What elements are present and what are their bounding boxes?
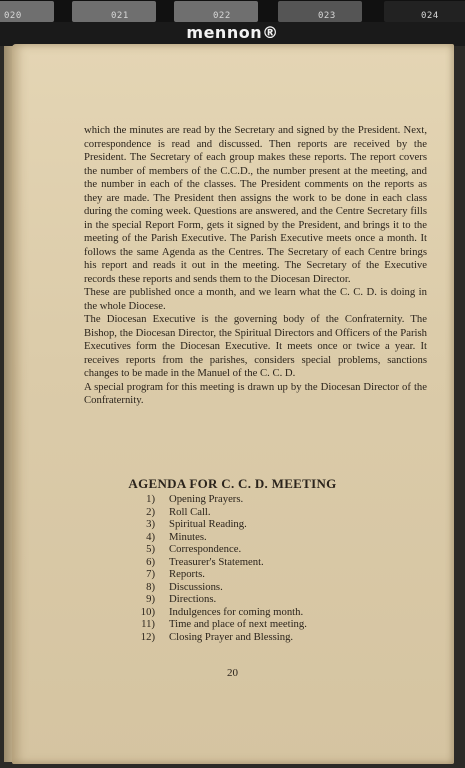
agenda-item-number: 2) bbox=[146, 505, 155, 518]
agenda-item-label: Closing Prayer and Blessing. bbox=[169, 630, 294, 643]
frame-number: 022 bbox=[213, 11, 231, 21]
agenda-item-number: 9) bbox=[146, 593, 155, 605]
agenda-item bbox=[110, 618, 410, 631]
agenda-item-label: Directions. bbox=[169, 593, 217, 605]
agenda-item bbox=[110, 568, 410, 581]
agenda-item-number: 4) bbox=[146, 530, 155, 543]
agenda-item-number: 7) bbox=[146, 568, 155, 580]
agenda-item-label: Opening Prayers. bbox=[169, 493, 244, 505]
agenda-item-label: Roll Call. bbox=[169, 505, 211, 518]
paragraph: The Diocesan Executive is the governing body of the Confraternity. The Bishop, the Diocesan Director, the Spiritual Directors and Officers of the Parish Executives form the Diocesan Executive. It meets once or twice a year. It receives reports from the parishes, considers special problems, sanctions changes to be made in the Manuel of the C. C. D. bbox=[84, 313, 427, 379]
agenda-item bbox=[110, 631, 410, 644]
agenda-title: AGENDA FOR C. C. D. MEETING bbox=[128, 476, 337, 491]
agenda-item-number: 3) bbox=[146, 518, 155, 530]
frame-number: 024 bbox=[421, 11, 439, 21]
agenda-item bbox=[110, 531, 410, 544]
paragraph: These are published once a month, and we learn what the C. C. D. is doing in the whole Diocese. bbox=[84, 286, 427, 312]
agenda-item-number: 6) bbox=[146, 555, 155, 568]
agenda-item bbox=[110, 593, 410, 606]
agenda-item-label: Reports. bbox=[169, 568, 205, 580]
agenda-item-number: 8) bbox=[146, 580, 155, 593]
agenda-item-number: 10) bbox=[140, 605, 155, 618]
agenda-item-label: Time and place of next meeting. bbox=[169, 618, 307, 630]
agenda-item bbox=[110, 606, 410, 619]
agenda-item-label: Treasurer's Statement. bbox=[169, 555, 264, 568]
frame-number: 021 bbox=[111, 11, 129, 21]
page-number: 20 bbox=[227, 667, 238, 679]
brand-logo: mennon® bbox=[186, 23, 279, 42]
agenda-item-number: 5) bbox=[146, 543, 155, 555]
agenda-item-label: Spiritual Reading. bbox=[169, 518, 247, 530]
body-text bbox=[84, 124, 427, 408]
paragraph: A special program for this meeting is drawn up by the Diocesan Director of the Confraternity. bbox=[84, 380, 427, 406]
agenda-item-number: 12) bbox=[140, 630, 155, 643]
agenda-item bbox=[110, 518, 410, 531]
agenda-item-label: Indulgences for coming month. bbox=[169, 605, 304, 618]
agenda-item bbox=[110, 581, 410, 594]
agenda-item bbox=[110, 506, 410, 519]
agenda-item-label: Minutes. bbox=[169, 530, 207, 543]
agenda-list bbox=[110, 493, 410, 643]
agenda-item-label: Discussions. bbox=[169, 580, 223, 593]
agenda-item bbox=[110, 493, 410, 506]
agenda-item bbox=[110, 556, 410, 569]
frame-number: 023 bbox=[318, 11, 336, 21]
agenda-item-number: 1) bbox=[146, 493, 155, 505]
agenda-item bbox=[110, 543, 410, 556]
agenda-item-number: 11) bbox=[141, 618, 155, 630]
frame-number: 020 bbox=[4, 11, 22, 21]
agenda-item-label: Correspondence. bbox=[169, 543, 242, 555]
paragraph: which the minutes are read by the Secretary and signed by the President. Next, correspondence is read and discussed. Then reports are received by the President. The Secretary of each group makes these reports. The report covers the number of members of the C.C.D., the number present at the meeting, and the number in each of the classes. The President comments on the reports as they are made. The President then assigns the work to be done in each class during the coming week. Questions are answered, and the Centre Secretary fills in the special Report Form, gets it signed by the President, and brings it to the meeting of the Parish Executive. The Parish Executive meets once a month. It follows the same Agenda as the Centres. The Secretary of each Centre brings his report and reads it out in the meeting. The Secretary of the Executive records these reports and sends them to the Diocesan Director. bbox=[84, 124, 427, 285]
